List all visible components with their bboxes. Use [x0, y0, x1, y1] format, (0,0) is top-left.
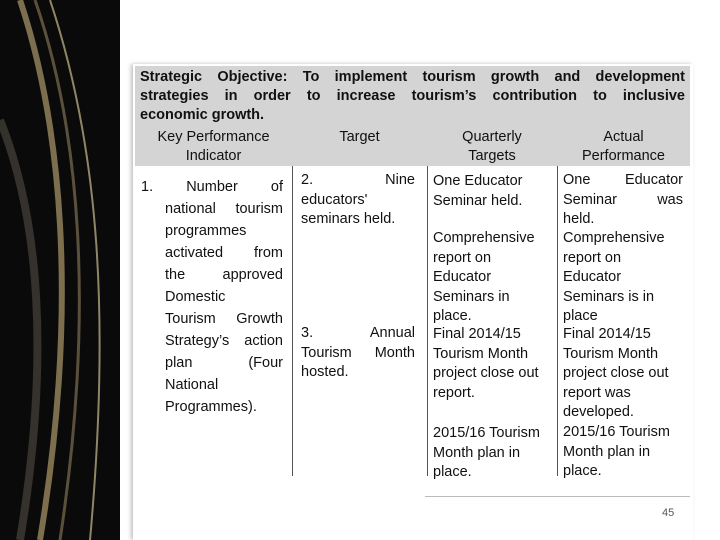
kpi-line: activated from [165, 245, 283, 261]
kpi-line: programmes [165, 223, 247, 239]
column-header-quarterly [427, 124, 557, 166]
quarterly-item-2 [433, 229, 555, 327]
actual-item-4 [563, 423, 683, 482]
target-item-1 [301, 171, 415, 230]
actual-line: report was [563, 384, 631, 401]
target-line: educators' [301, 191, 368, 208]
column-header-kpi-line-2: Indicator [185, 148, 242, 164]
actual-line: Final 2014/15 [563, 326, 651, 342]
actual-line: Educator [563, 269, 622, 285]
actual-line: report on [563, 249, 622, 266]
objective-line-2: strategies in order to increase tourism’s contribution to inclusive [140, 88, 685, 104]
target-line: 2. Nine [301, 172, 415, 188]
column-divider [557, 166, 558, 476]
column-header-target-label: Target [339, 129, 380, 145]
quarterly-item-3 [433, 325, 555, 403]
actual-line: Seminars is in [563, 288, 655, 305]
column-divider [427, 166, 428, 476]
kpi-line: Programmes). [165, 399, 257, 415]
actual-line: One Educator [563, 172, 683, 188]
objective-line-1: Strategic Objective: To implement tourism growth and development [140, 69, 685, 85]
quarterly-line: Seminars in [433, 288, 510, 305]
column-header-actual-line-1: Actual [603, 129, 644, 145]
actual-line: developed. [563, 404, 634, 420]
kpi-line: Strategy’s action [165, 333, 283, 349]
actual-line: 2015/16 Tourism [563, 424, 670, 440]
column-header-quarterly-line-2: Targets [468, 148, 516, 164]
target-line: 3. Annual [301, 325, 415, 341]
actual-line: held. [563, 211, 595, 227]
quarterly-line: Final 2014/15 [433, 326, 521, 342]
kpi-line: 1. Number of [141, 179, 283, 195]
footer-divider [425, 496, 690, 497]
column-divider [292, 166, 293, 476]
actual-item-1 [563, 171, 683, 230]
quarterly-line: report. [433, 384, 475, 401]
actual-line: Comprehensive [563, 230, 665, 246]
quarterly-line: report on [433, 249, 492, 266]
quarterly-line: place. [433, 464, 472, 480]
quarterly-line: project close out [433, 365, 539, 381]
column-header-actual-line-2: Performance [581, 148, 665, 164]
quarterly-line: Educator [433, 269, 492, 285]
column-header-actual [557, 124, 690, 166]
quarterly-line: Tourism Month [433, 345, 529, 362]
kpi-indented [141, 198, 283, 418]
kpi-line: National [165, 377, 219, 393]
kpi-line: national tourism [165, 201, 283, 217]
quarterly-line: 2015/16 Tourism [433, 425, 540, 441]
target-line: seminars held. [301, 211, 396, 227]
actual-item-2 [563, 229, 683, 327]
kpi-line: Domestic [165, 289, 226, 305]
actual-line: project close out [563, 365, 669, 381]
decorative-sidebar [0, 0, 120, 540]
sidebar-swoosh-graphic [0, 0, 120, 540]
quarterly-item-1 [433, 172, 555, 211]
actual-line: Seminar was [563, 191, 683, 208]
column-header-kpi [135, 124, 292, 166]
actual-line: place [563, 308, 598, 324]
quarterly-item-4 [433, 424, 555, 483]
target-line: Tourism Month [301, 344, 415, 361]
target-item-2 [301, 324, 415, 383]
kpi-cell [141, 176, 283, 418]
kpi-line: plan (Four [165, 355, 283, 371]
quarterly-line: Comprehensive [433, 230, 535, 246]
actual-item-3 [563, 325, 683, 423]
column-header-kpi-line-1: Key Performance [157, 129, 270, 145]
actual-line: Month plan in [563, 443, 651, 460]
target-line: hosted. [301, 364, 349, 380]
quarterly-line: Seminar held. [433, 192, 523, 209]
page-number: 45 [662, 507, 675, 519]
actual-line: place. [563, 463, 602, 479]
actual-line: Tourism Month [563, 345, 659, 362]
quarterly-line: One Educator [433, 173, 523, 189]
quarterly-line: place. [433, 308, 472, 324]
quarterly-line: Month plan in [433, 444, 521, 461]
column-header-target [292, 124, 427, 166]
objective-line-3: economic growth. [140, 107, 265, 123]
kpi-line: the approved [165, 267, 283, 283]
column-header-quarterly-line-1: Quarterly [462, 129, 522, 145]
kpi-line: Tourism Growth [165, 311, 283, 327]
